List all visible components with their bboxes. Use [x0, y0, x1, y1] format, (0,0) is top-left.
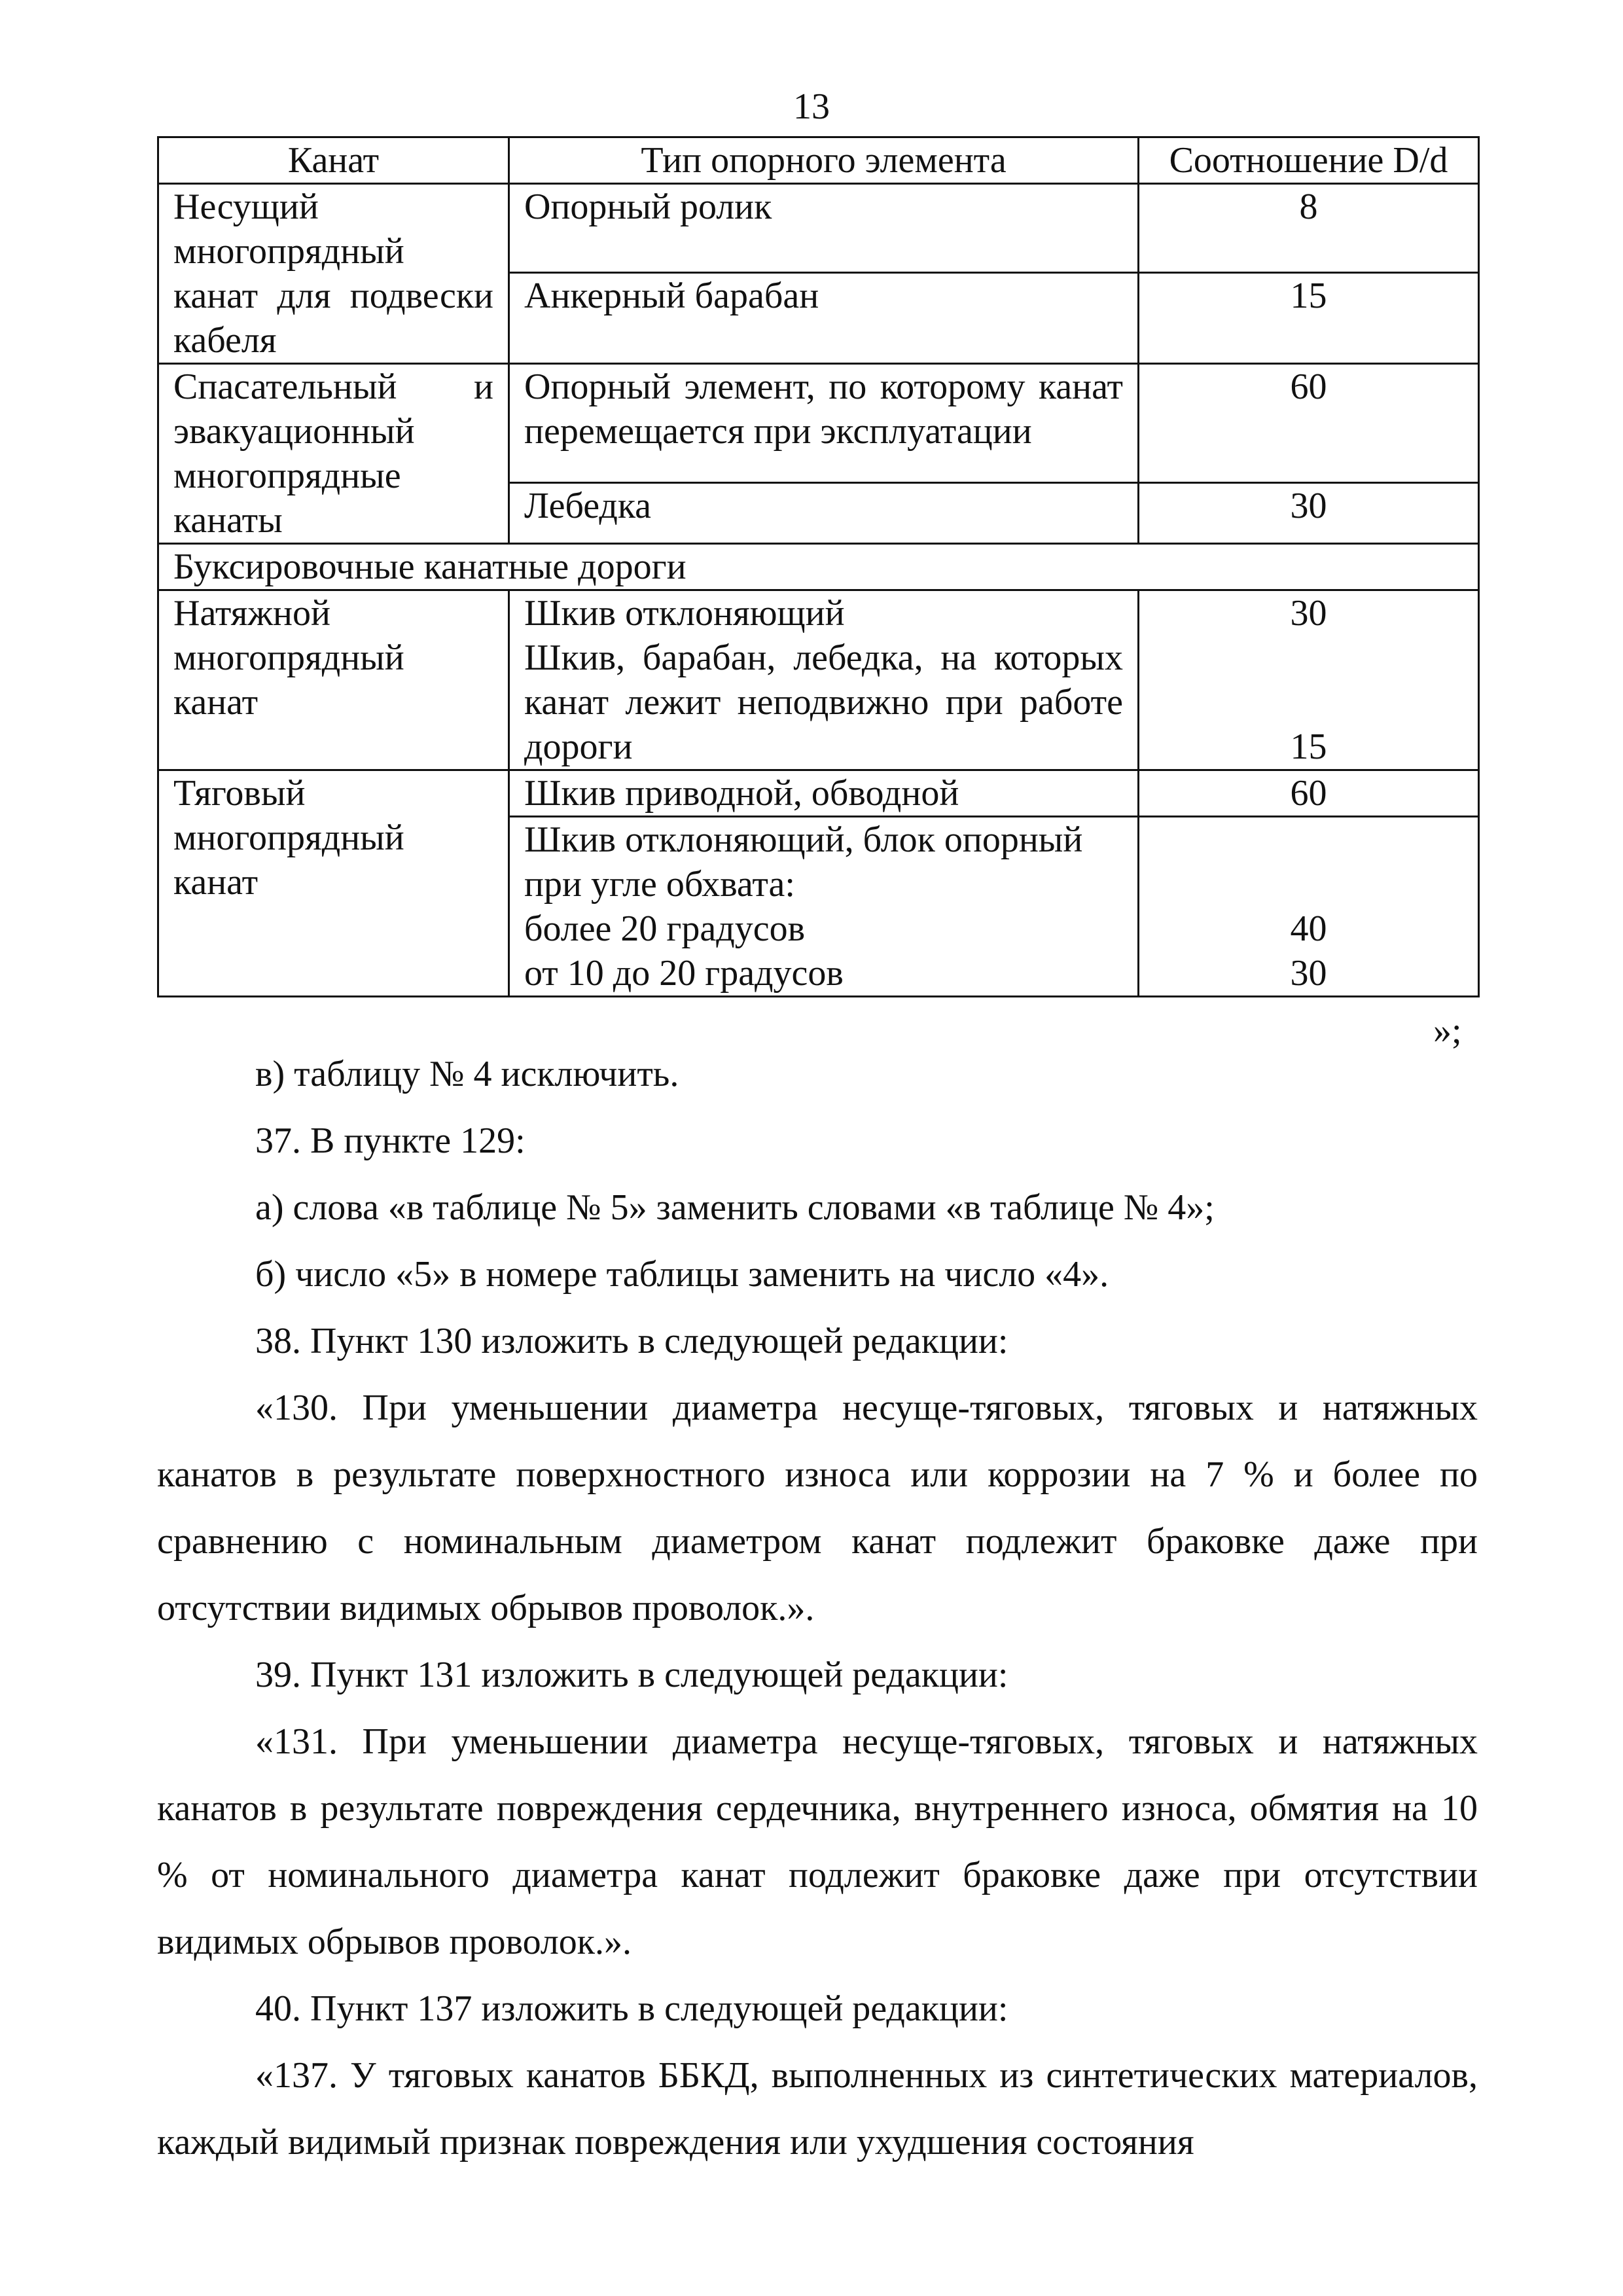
- header-element-type: Тип опорного элемента: [509, 137, 1139, 184]
- table-header-row: [158, 137, 1479, 184]
- ratio-cell: [1139, 817, 1479, 997]
- ratio-cell: 8: [1139, 184, 1479, 273]
- element-cell: [509, 817, 1139, 997]
- paragraph: 39. Пункт 131 изложить в следующей редакции:: [255, 1655, 1008, 1695]
- closing-quote: »;: [1433, 1011, 1462, 1051]
- rope-cell: Тяговый многопрядный канат: [158, 770, 509, 997]
- header-rope: Канат: [158, 137, 509, 184]
- rope-ratio-table: [157, 136, 1480, 997]
- element-line: Шкив отклоняющий, блок опорный при угле обхвата:: [524, 819, 1083, 905]
- element-line: более 20 градусов: [524, 908, 806, 949]
- element-line: Шкив отклоняющий: [524, 593, 845, 634]
- paragraph: «131. При уменьшении диаметра несуще-тяговых, тяговых и натяжных канатов в результате повреждения сердечника, внутреннего износа, обмятия на 10 % от номинального диаметра канат подлежит браковке даже при отсутствии видимых обрывов проволок.».: [157, 1721, 1478, 1962]
- ratio-value: 40: [1290, 908, 1327, 949]
- element-cell: Шкив приводной, обводной: [509, 770, 1139, 817]
- paragraph: 38. Пункт 130 изложить в следующей редакции:: [255, 1321, 1008, 1361]
- table-row: [158, 184, 1479, 273]
- ratio-cell: [1139, 590, 1479, 770]
- element-cell: Лебедка: [509, 483, 1139, 544]
- ratio-cell: 60: [1139, 364, 1479, 483]
- paragraph: в) таблицу № 4 исключить.: [255, 1054, 679, 1094]
- section-title: Буксировочные канатные дороги: [158, 544, 1479, 590]
- paragraph: б) число «5» в номере таблицы заменить на число «4».: [255, 1254, 1109, 1295]
- paragraph: «130. При уменьшении диаметра несуще-тяговых, тяговых и натяжных канатов в результате поверхностного износа или коррозии на 7 % и более по сравнению с номинальным диаметром канат подлежит браковке даже при отсутствии видимых обрывов проволок.».: [157, 1388, 1478, 1628]
- rope-cell: Несущий многопрядный канат для подвески кабеля: [158, 184, 509, 364]
- ratio-value: 30: [1290, 953, 1327, 994]
- paragraph: а) слова «в таблице № 5» заменить словами «в таблице № 4»;: [255, 1187, 1215, 1228]
- element-cell: [509, 590, 1139, 770]
- element-line: от 10 до 20 градусов: [524, 953, 844, 994]
- paragraph: «137. У тяговых канатов ББКД, выполненных из синтетических материалов, каждый видимый признак повреждения или ухудшения состояния: [157, 2055, 1478, 2162]
- rope-cell: Спасательный и эвакуационный многопрядные канаты: [158, 364, 509, 544]
- table-row: [158, 590, 1479, 770]
- element-cell: Опорный элемент, по которому канат перемещается при эксплуатации: [509, 364, 1139, 483]
- ratio-cell: 15: [1139, 273, 1479, 364]
- page-number: 13: [793, 86, 830, 127]
- table-row: [158, 364, 1479, 483]
- ratio-cell: 60: [1139, 770, 1479, 817]
- ratio-value: 15: [1290, 726, 1327, 767]
- table-row: [158, 770, 1479, 817]
- header-ratio: Соотношение D/d: [1139, 137, 1479, 184]
- element-cell: Анкерный барабан: [509, 273, 1139, 364]
- ratio-value: 30: [1290, 593, 1327, 634]
- rope-cell: Натяжной многопрядный канат: [158, 590, 509, 770]
- element-cell: Опорный ролик: [509, 184, 1139, 273]
- paragraph: 40. Пункт 137 изложить в следующей редакции:: [255, 1988, 1008, 2029]
- ratio-cell: 30: [1139, 483, 1479, 544]
- element-line: Шкив, барабан, лебедка, на которых канат лежит неподвижно при работе дороги: [524, 637, 1123, 767]
- table-section-row: [158, 544, 1479, 590]
- document-body: [157, 1041, 1478, 2176]
- paragraph: 37. В пункте 129:: [255, 1121, 526, 1161]
